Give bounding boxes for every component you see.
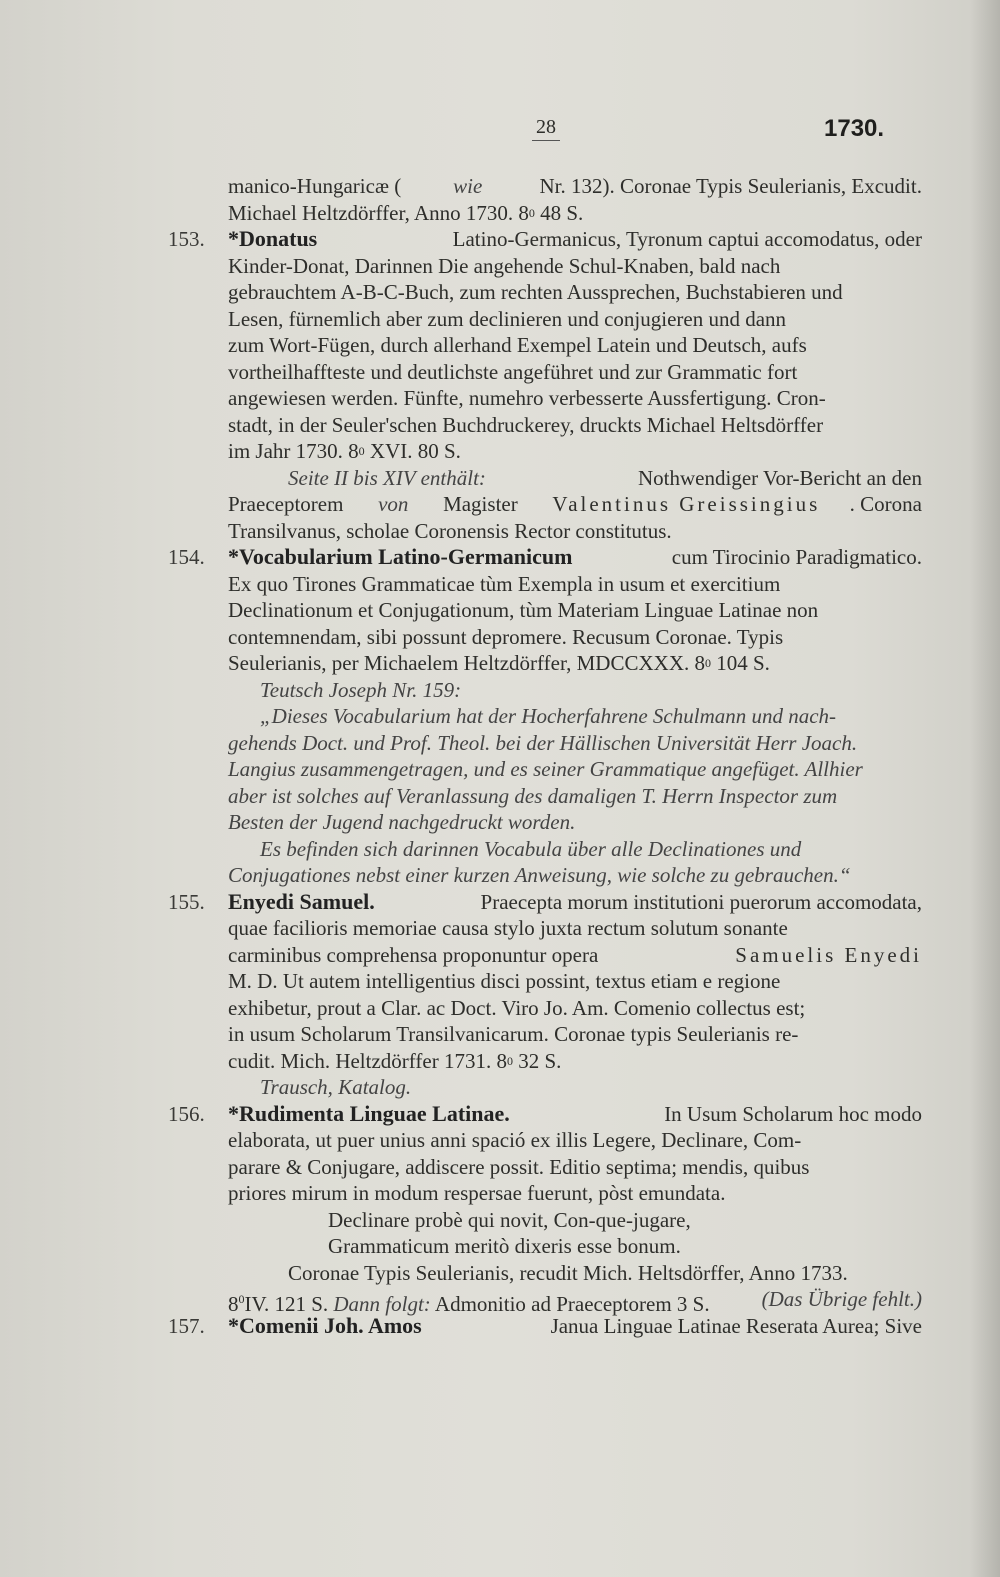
text-line: exhibetur, prout a Clar. ac Doct. Viro Jo. Am. Comenio collectus est; — [228, 995, 806, 1020]
text-line: priores mirum in modum respersae fuerunt, pòst emundata. — [228, 1181, 726, 1205]
entry-157-first-line: 157. *Comenii Joh. Amos Janua Linguae Latinae Reserata Aurea; Sive — [168, 1312, 922, 1338]
entry-number: 157. — [168, 1313, 205, 1338]
verse-line: Declinare probè qui novit, Con-que-jugare, — [328, 1207, 691, 1232]
text-line: vortheilhaffteste und deutlichste angeführet und zur Grammatic fort — [228, 359, 798, 384]
text-line: Teutsch Joseph Nr. 159: — [260, 677, 462, 702]
text-line: Lesen, fürnemlich aber zum declinieren und conjugieren und dann — [228, 306, 787, 331]
page-number: 28 — [532, 114, 560, 141]
text-line: Trausch, Katalog. — [260, 1075, 412, 1099]
text-line: M. D. Ut autem intelligentius disci possint, textus etiam e regione — [228, 969, 781, 993]
quote-line: „Dieses Vocabularium hat der Hocherfahrene Schulmann und nach- — [260, 704, 837, 728]
text-line: Seite II bis XIV enthält: Nothwendiger Vor-Bericht an den — [288, 465, 922, 490]
text-line: quae facilioris memoriae causa stylo juxta rectum solutum sonante — [228, 916, 788, 940]
entry-title: *Donatus — [228, 226, 318, 251]
entry-155-first-line: 155. Enyedi Samuel. Praecepta morum institutioni puerorum accomodata, — [168, 888, 922, 914]
quote-line: Conjugationes nebst einer kurzen Anweisung, wie solche zu gebrauchen.“ — [228, 863, 851, 887]
page-edge-shadow — [970, 0, 1000, 1577]
entry-title: *Vocabularium Latino-Germanicum — [228, 544, 573, 569]
text-line: Michael Heltzdörffer, Anno 1730. 8 0 48 S. — [228, 200, 584, 225]
text-line: in usum Scholarum Transilvanicarum. Coronae typis Seulerianis re- — [228, 1022, 799, 1046]
text-line: Transilvanus, scholae Coronensis Rector constitutus. — [228, 518, 672, 543]
entry-title: Enyedi Samuel. — [228, 888, 375, 914]
quote-line: gehends Doct. und Prof. Theol. bei der Hällischen Universität Herr Joach. — [228, 730, 858, 755]
page-year-heading: 1730. — [824, 115, 885, 142]
entry-title: *Rudimenta Linguae Latinae. — [228, 1100, 510, 1126]
entry-number: 156. — [168, 1101, 205, 1126]
entry-154-first-line: 154. *Vocabularium Latino-Germanicum cum Tirocinio Paradigmatico. — [168, 544, 922, 569]
entry-156-first-line: 156. *Rudimenta Linguae Latinae. In Usum Scholarum hoc modo — [168, 1100, 922, 1126]
text-line: angewiesen werden. Fünfte, numehro verbesserte Aussfertigung. Cron- — [228, 386, 826, 410]
text-line: carminibus comprehensa proponuntur opera Samuelis Enyedi — [228, 942, 922, 967]
body-text — [168, 173, 922, 1339]
text-line: Ex quo Tirones Grammaticae tùm Exempla in usum et exercitium — [228, 571, 781, 596]
text-line: parare & Conjugare, addiscere possit. Editio septima; mendis, quibus — [228, 1154, 810, 1179]
text-line: contemnendam, sibi possunt depromere. Recusum Coronae. Typis — [228, 624, 784, 649]
text-line: gebrauchtem A-B-C-Buch, zum rechten Aussprechen, Buchstabieren und — [228, 280, 843, 304]
entry-number: 154. — [168, 545, 205, 569]
text-line: zum Wort-Fügen, durch allerhand Exempel Latein und Deutsch, aufs — [228, 333, 807, 357]
text-line: elaborata, ut puer unius anni spació ex illis Legere, Declinare, Com- — [228, 1128, 802, 1152]
text-line: $8^0IV$. 121 S. Dann folgt: Admonitio ad Praeceptorem 3 S. (Das Übrige fehlt.) — [228, 1287, 922, 1316]
entry-title: *Comenii Joh. Amos — [228, 1312, 422, 1338]
entry-153-first-line: 153. *Donatus Latino-Germanicus, Tyronum captui accomodatus, oder — [168, 226, 922, 251]
quote-line: Es befinden sich darinnen Vocabula über alle Declinationes und — [260, 836, 802, 861]
quote-line: Besten der Jugend nachgedruckt worden. — [228, 810, 576, 834]
quote-line: Langius zusammengetragen, und es seiner Grammatique angefüget. Allhier — [228, 757, 863, 781]
text-line: stadt, in der Seuler'schen Buchdruckerey, druckts Michael Heltsdörffer — [228, 412, 824, 437]
entry-number: 155. — [168, 889, 205, 914]
text-line: Coronae Typis Seulerianis, recudit Mich. Heltsdörffer, Anno 1733. — [288, 1260, 848, 1285]
text-line: Seulerianis, per Michaelem Heltzdörffer, MDCCXXX. 8 0 104 S. — [228, 651, 770, 675]
text-line: Praeceptorem von Magister Valentinus Greissingius . Corona — [228, 492, 922, 516]
text-line: cudit. Mich. Heltzdörffer 1731. 8 0 32 S. — [228, 1048, 562, 1073]
text-line: Kinder-Donat, Darinnen Die angehende Schul-Knaben, bald nach — [228, 253, 781, 278]
quote-line: aber ist solches auf Veranlassung des damaligen T. Herrn Inspector zum — [228, 783, 838, 808]
text-line: im Jahr 1730. 8 0 XVI. 80 S. — [228, 439, 461, 463]
entry-number: 153. — [168, 227, 205, 251]
text-line: manico-Hungaricæ ( wie Nr. 132). Coronae Typis Seulerianis, Excudit. — [228, 174, 922, 198]
text-line: Declinationum et Conjugationum, tùm Materiam Linguae Latinae non — [228, 598, 819, 622]
verse-line: Grammaticum meritò dixeris esse bonum. — [328, 1234, 681, 1258]
